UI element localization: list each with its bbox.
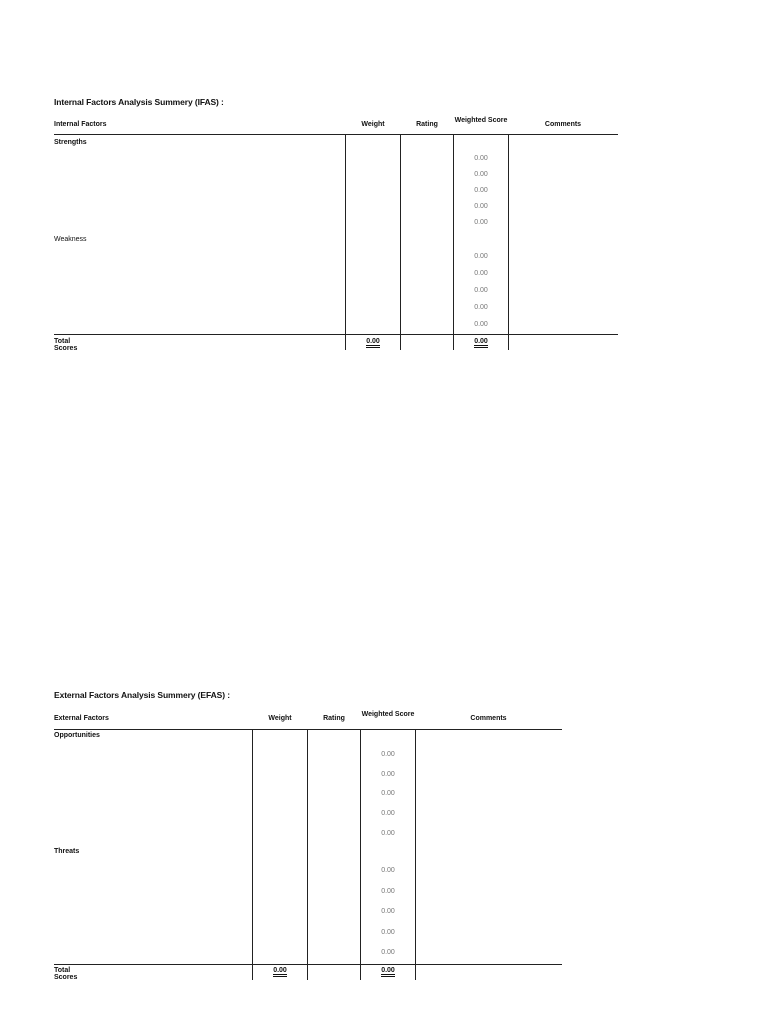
efas-header-rating: Rating — [323, 715, 345, 722]
efas-total-weight — [253, 967, 307, 974]
efas-threat-score: 0.00 — [381, 888, 395, 895]
efas-opportunity-score: 0.00 — [381, 771, 395, 778]
ifas-header-comments: Comments — [544, 121, 582, 128]
ifas-weakness-score: 0.00 — [474, 287, 488, 294]
efas-opportunity-score: 0.00 — [381, 790, 395, 797]
efas-title: External Factors Analysis Summery (EFAS) : — [54, 690, 230, 700]
ifas-header-rating: Rating — [416, 121, 438, 128]
efas-col-divider-score — [360, 729, 361, 980]
ifas-weakness-score: 0.00 — [474, 253, 488, 260]
efas-header-weight: Weight — [268, 715, 292, 722]
ifas-header-rule — [54, 134, 618, 135]
efas-total-label: Total Scores — [54, 967, 78, 981]
ifas-col-divider-comments — [508, 134, 509, 350]
efas-total-weighted-score — [361, 967, 415, 974]
efas-opportunity-score: 0.00 — [381, 751, 395, 758]
ifas-weakness-score: 0.00 — [474, 270, 488, 277]
efas-header-comments: Comments — [470, 715, 507, 722]
ifas-total-weight — [346, 338, 400, 345]
efas-total-rule — [54, 964, 562, 965]
ifas-header-weighted-score: Weighted Score — [454, 117, 508, 124]
ifas-weakness-score: 0.00 — [474, 321, 488, 328]
ifas-strength-score: 0.00 — [474, 219, 488, 226]
efas-threat-score: 0.00 — [381, 867, 395, 874]
efas-threat-score: 0.00 — [381, 949, 395, 956]
efas-col-divider-weight — [252, 729, 253, 980]
efas-opportunity-score: 0.00 — [381, 830, 395, 837]
ifas-col-divider-rating — [400, 134, 401, 350]
efas-col-divider-comments — [415, 729, 416, 980]
ifas-total-label: Total Scores — [54, 338, 78, 352]
efas-threat-score: 0.00 — [381, 929, 395, 936]
efas-header-factors: External Factors — [54, 715, 109, 722]
efas-opportunity-score: 0.00 — [381, 810, 395, 817]
ifas-header-factors: Internal Factors — [54, 121, 107, 128]
efas-total-weight-value: 0.00 — [273, 967, 287, 977]
ifas-strength-score: 0.00 — [474, 203, 488, 210]
ifas-group-strengths: Strengths — [54, 139, 87, 146]
ifas-header-weight: Weight — [361, 121, 385, 128]
ifas-strength-score: 0.00 — [474, 155, 488, 162]
efas-header-rule — [54, 729, 562, 730]
efas-header-weighted-score: Weighted Score — [361, 711, 415, 718]
efas-col-divider-rating — [307, 729, 308, 980]
ifas-group-weakness: Weakness — [54, 236, 87, 243]
ifas-col-divider-weight — [345, 134, 346, 350]
ifas-col-divider-score — [453, 134, 454, 350]
efas-total-weighted-score-value: 0.00 — [381, 967, 395, 977]
ifas-strength-score: 0.00 — [474, 171, 488, 178]
ifas-total-weight-value: 0.00 — [366, 338, 380, 348]
ifas-total-rule — [54, 334, 618, 335]
ifas-total-weighted-score-value: 0.00 — [474, 338, 488, 348]
ifas-title: Internal Factors Analysis Summery (IFAS) : — [54, 97, 224, 107]
efas-group-opportunities: Opportunities — [54, 732, 100, 739]
efas-group-threats: Threats — [54, 848, 80, 855]
ifas-total-weighted-score — [454, 338, 508, 345]
efas-threat-score: 0.00 — [381, 908, 395, 915]
ifas-weakness-score: 0.00 — [474, 304, 488, 311]
ifas-strength-score: 0.00 — [474, 187, 488, 194]
